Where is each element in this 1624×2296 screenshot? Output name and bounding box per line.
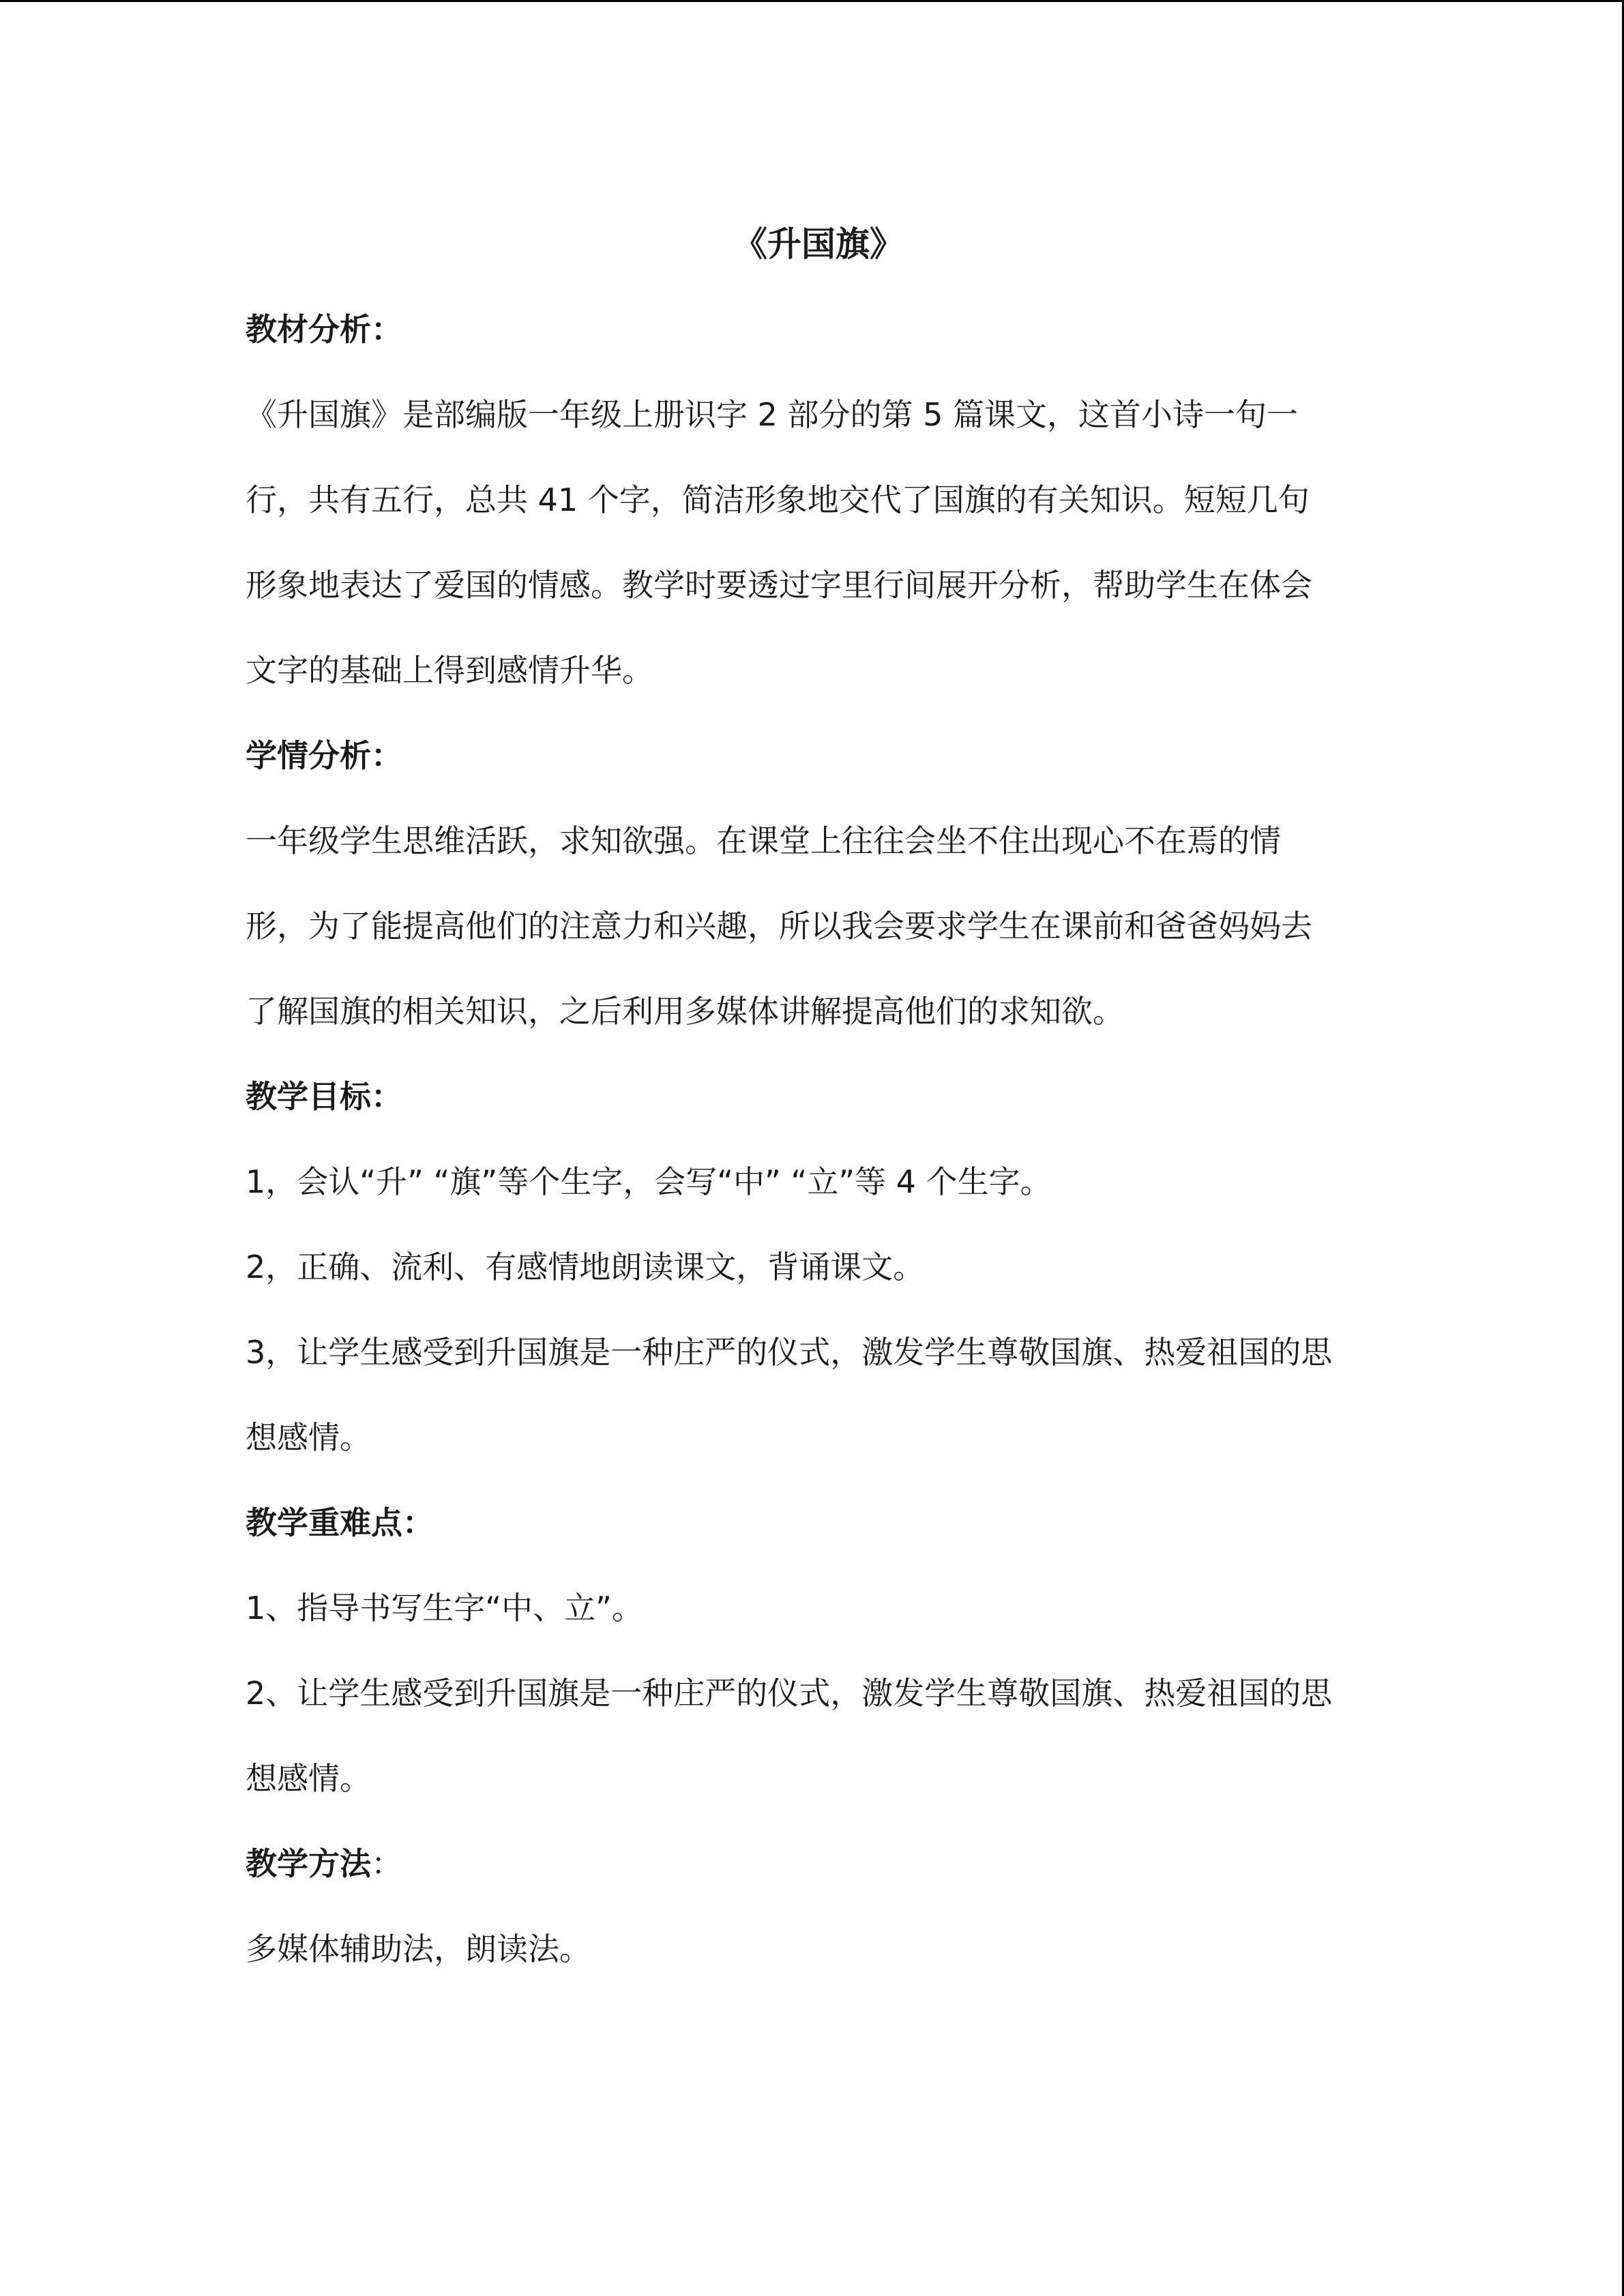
paragraph-line: 文字的基础上得到感情升华。 xyxy=(246,652,653,689)
paragraph-line: 形象地表达了爱国的情感。教学时要透过字里行间展开分析，帮助学生在体会 xyxy=(246,567,1312,603)
list-item: 3，让学生感受到升国旗是一种庄严的仪式，激发学生尊敬国旗、热爱祖国的思 xyxy=(246,1334,1333,1371)
section-heading-teaching-goals: 教学目标： xyxy=(246,1078,402,1115)
list-item: 1、指导书写生字“中、立”。 xyxy=(246,1590,643,1626)
list-item: 想感情。 xyxy=(246,1419,371,1456)
paragraph-line: 《升国旗》是部编版一年级上册识字 2 部分的第 5 篇课文，这首小诗一句一 xyxy=(246,396,1299,433)
document-title: 《升国旗》 xyxy=(733,224,904,264)
list-item: 2、让学生感受到升国旗是一种庄严的仪式，激发学生尊敬国旗、热爱祖国的思 xyxy=(246,1675,1333,1712)
paragraph-line: 行，共有五行，总共 41 个字，简洁形象地交代了国旗的有关知识。短短几句 xyxy=(246,481,1310,518)
paragraph-line: 形，为了能提高他们的注意力和兴趣，所以我会要求学生在课前和爸爸妈妈去 xyxy=(246,908,1312,944)
heading-colon: ： xyxy=(371,1845,402,1882)
list-item: 1，会认“升” “旗”等个生字，会写“中” “立”等 4 个生字。 xyxy=(246,1163,1052,1200)
list-item: 2，正确、流利、有感情地朗读课文，背诵课文。 xyxy=(246,1249,925,1285)
section-heading-key-points: 教学重难点： xyxy=(246,1504,434,1541)
section-heading-material-analysis: 教材分析： xyxy=(246,311,402,348)
section-heading-student-analysis: 学情分析： xyxy=(246,737,402,774)
heading-text: 教学方法 xyxy=(246,1845,371,1882)
paragraph-line: 一年级学生思维活跃，求知欲强。在课堂上往往会坐不住出现心不在焉的情 xyxy=(246,822,1281,859)
paragraph-line: 多媒体辅助法，朗读法。 xyxy=(246,1930,591,1967)
list-item: 想感情。 xyxy=(246,1760,371,1797)
section-heading-teaching-methods xyxy=(246,1840,1391,1888)
paragraph-line: 了解国旗的相关知识，之后利用多媒体讲解提高他们的求知欲。 xyxy=(246,993,1124,1030)
